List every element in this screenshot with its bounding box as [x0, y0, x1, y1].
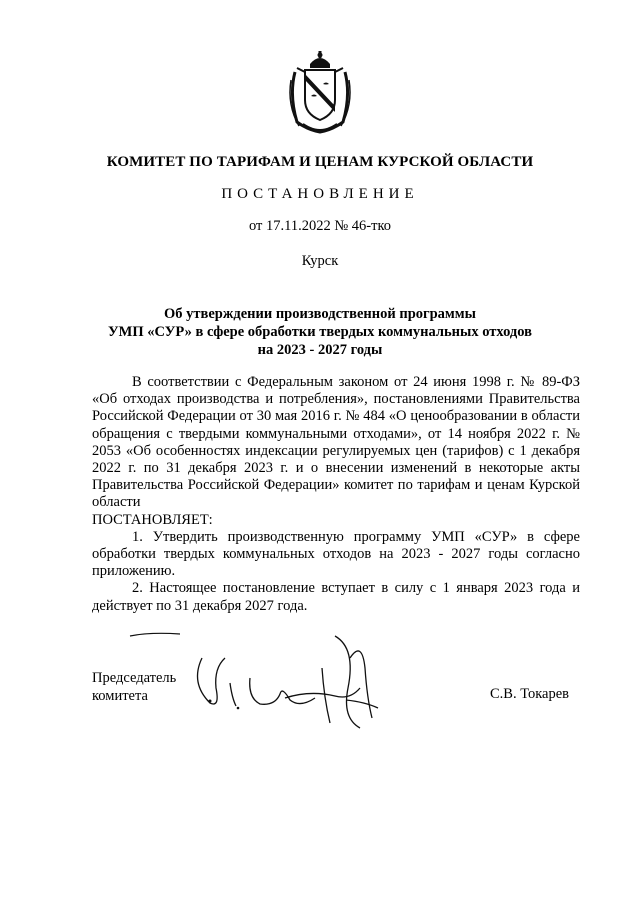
subject-line-1: Об утверждении производственной программы — [164, 306, 476, 322]
signer-position — [92, 669, 176, 705]
document-place: Курск — [301, 253, 339, 269]
signer-name: С.В. Токарев — [490, 686, 570, 702]
subject-line-3: на 2023 - 2027 годы — [257, 342, 383, 358]
subject-line-2: УМП «СУР» в сфере обработки твердых коммунальных отходов — [108, 324, 532, 340]
resolution-item-1: 1. Утвердить производственную программу УМП «СУР» в сфере обработки твердых коммунальных отходов на 2023 - 2027 годы согласно приложению. — [92, 528, 580, 580]
resolves-heading: ПОСТАНОВЛЯЕТ: — [92, 511, 213, 528]
resolution-item-2: 2. Настоящее постановление вступает в силу с 1 января 2023 года и действует по 31 декабря 2027 года. — [92, 580, 580, 614]
signer-position-line-2: комитета — [92, 688, 148, 704]
coat-of-arms-icon — [283, 50, 357, 134]
organization-title: КОМИТЕТ ПО ТАРИФАМ И ЦЕНАМ КУРСКОЙ ОБЛАСТИ — [106, 154, 534, 170]
document-subject — [0, 305, 640, 359]
preamble-paragraph: В соответствии с Федеральным законом от 24 июня 1998 г. № 89-ФЗ «Об отходах производства и потребления», постановлениями Правительства Российской Федерации от 30 мая 2016 г. № 484 «О ценообразовании в области обращения с твердыми коммунальными отходами», от 14 ноября 2022 г. № 2053 «Об особенностях индексации регулируемых цен (тарифов) с 1 декабря 2022 г. по 31 декабря 2023 г. и о внесении изменений в некоторые акты Правительства Российской Федерации» комитет по тарифам и ценам Курской области — [92, 374, 580, 511]
document-type: ПОСТАНОВЛЕНИЕ — [221, 186, 419, 202]
signer-position-line-1: Председатель — [92, 670, 177, 686]
document-date-number: от 17.11.2022 № 46-тко — [248, 218, 392, 234]
document-body — [92, 374, 580, 615]
